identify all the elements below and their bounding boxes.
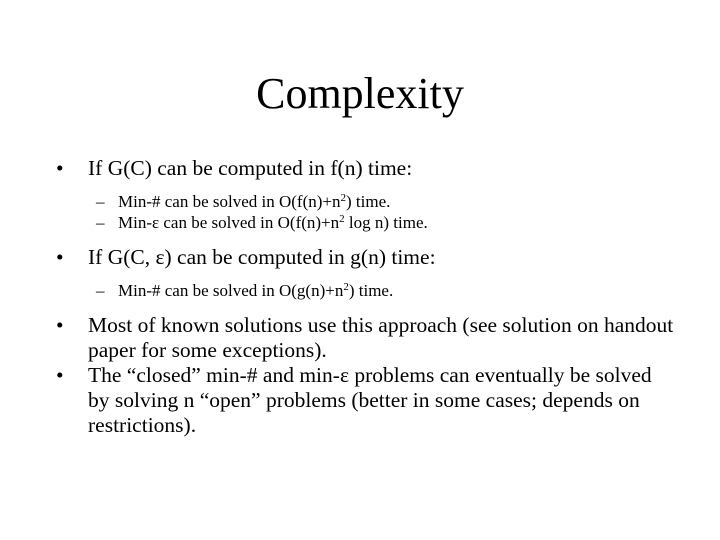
bullet-marker: • [56,313,64,337]
sub-bullet-text: Min-# can be solved in $O(g(n)+n^2)$ time. [118,281,394,300]
sub-bullet-text: Min-ε can be solved in $O(f(n)+n^2$ log n) time. [118,213,428,232]
bullet-item [56,363,676,438]
superscript: 2 [339,213,345,225]
sub-bullet-marker: – [96,192,105,211]
bullet-marker: • [56,363,64,387]
slide-body [56,156,676,438]
sub-bullet-item [56,280,676,301]
bullet-text: If G(C, ε) can be computed in g(n) time: [88,245,436,269]
bullet-text: If G(C) can be computed in f(n) time: [88,156,413,180]
bullet-text: Most of known solutions use this approach (see solution on handout paper for some exceptions). [88,313,674,362]
sub-bullet-item [56,212,676,233]
superscript: 2 [343,281,349,293]
bullet-item [56,245,676,270]
sub-bullet-text: Min-# can be solved in $O(f(n)+n^2)$ time. [118,192,391,211]
bullet-marker: • [56,245,64,269]
bullet-text: The “closed” min-# and min-ε problems can eventually be solved by solving n “open” problems (better in some cases; depends on restrictions). [88,363,652,437]
slide-title: Complexity [256,69,464,118]
sub-bullet-marker: – [96,213,105,232]
superscript: 2 [340,192,347,204]
bullet-item [56,156,676,181]
bullet-marker: • [56,156,64,180]
sub-bullet-marker: – [96,281,105,300]
sub-bullet-item [56,191,676,212]
bullet-item [56,313,676,363]
